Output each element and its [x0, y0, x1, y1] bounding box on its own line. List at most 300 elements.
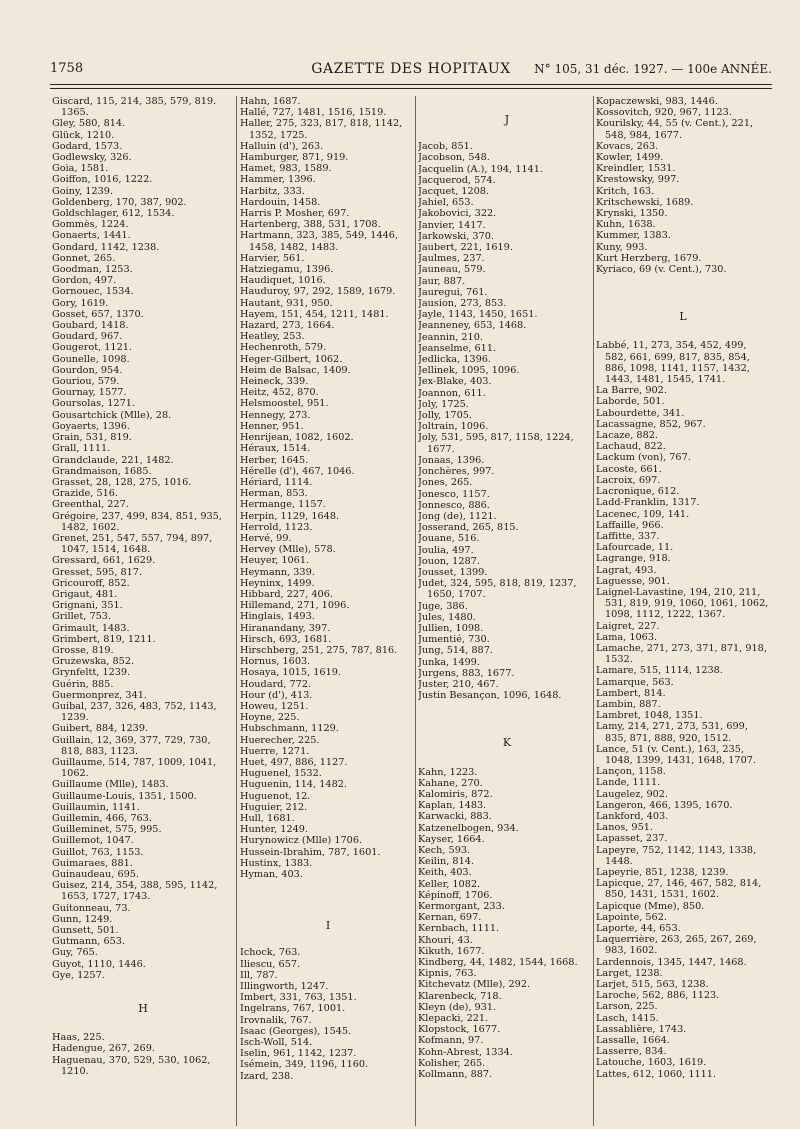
index-entry: Huguenot, 12. [240, 790, 311, 802]
index-entry: Hervey (Mlle), 578. [240, 544, 336, 556]
index-entry: Heuyer, 1061. [240, 555, 310, 567]
index-entry: Gory, 1619. [52, 297, 109, 309]
section-gap [52, 981, 234, 1003]
index-entry: Hauduroy, 97, 292, 1589, 1679. [240, 286, 396, 298]
index-entry: Jeanselme, 611. [418, 342, 497, 354]
index-entry: Gresset, 595, 817. [52, 566, 143, 578]
index-entry: Henner, 951. [240, 420, 304, 432]
index-entry: Gougerot, 1121. [52, 342, 132, 354]
section-gap [418, 125, 596, 141]
index-entry: Hirschberg, 251, 275, 787, 816. [240, 644, 398, 656]
index-entry: Lapeyrie, 851, 1238, 1239. [596, 867, 729, 878]
index-entry: Guillaume-Louis, 1351, 1500. [52, 790, 197, 802]
index-entry: Gousartchick (Mlle), 28. [52, 409, 172, 421]
index-entry: Jones, 265. [418, 477, 473, 489]
index-entry: Lasserre, 834. [596, 1046, 667, 1058]
index-entry: Jahiel, 653. [418, 197, 474, 209]
index-entry: Gournay, 1577. [52, 387, 127, 399]
column-divider [236, 96, 237, 1126]
index-entry: Hamet, 983, 1589. [240, 163, 332, 175]
index-entry: Lapointe, 562. [596, 911, 667, 923]
index-entry: Grasset, 28, 128, 275, 1016. [52, 476, 192, 488]
index-entry: Huet, 497, 886, 1127. [240, 756, 348, 768]
index-column-2 [240, 96, 416, 1126]
index-entry: Hoyne, 225. [240, 712, 300, 724]
index-entry: Kohn-Abrest, 1334. [418, 1046, 513, 1058]
index-entry: Hammer, 1396. [240, 174, 316, 186]
index-entry: Kech, 593. [418, 844, 471, 856]
index-entry: Lambin, 887. [596, 698, 661, 710]
index-entry: Iliescu, 657. [240, 958, 301, 970]
index-entry: Jaulmes, 237. [418, 253, 485, 265]
index-entry: Ladd-Franklin, 1317. [596, 497, 700, 509]
index-entry: Guitonneau, 73. [52, 902, 131, 914]
index-entry: Hiranandany, 397. [240, 622, 331, 634]
page-number: 1758 [50, 61, 84, 76]
index-entry: Haudiquet, 1016. [240, 275, 326, 287]
index-entry: Hazard, 273, 1664. [240, 320, 335, 332]
index-entry: Joulia, 497. [418, 544, 474, 556]
index-entry: Joltrain, 1096. [418, 421, 489, 433]
index-entry: Juster, 210, 467. [418, 678, 499, 690]
index-entry: Lacroix, 697. [596, 474, 661, 486]
index-entry: Jousset, 1399. [418, 566, 488, 578]
index-entry: Hahn, 1687. [240, 96, 301, 107]
section-gap [240, 880, 416, 920]
index-entry: Jurgens, 883, 1677. [418, 667, 515, 679]
index-entry: Huerecher, 225. [240, 734, 320, 746]
index-entry: Jules, 1480. [418, 611, 476, 623]
index-entry: Kuny, 993. [596, 241, 648, 253]
index-entry: Gruzewska, 852. [52, 656, 135, 668]
index-entry: Gricouroff, 852. [52, 577, 130, 589]
index-entry: Judet, 324, 595, 818, 819, 1237, 1650, 1707. [418, 578, 577, 601]
index-entry: Jolly, 1705. [418, 410, 472, 422]
index-entry: Gutmann, 653. [52, 936, 126, 948]
index-entry: Ichock, 763. [240, 947, 301, 959]
index-entry: Isémein, 349, 1196, 1160. [240, 1059, 369, 1071]
index-entry: Guilleminet, 575, 995. [52, 824, 162, 836]
index-entry: Grosse, 819. [52, 644, 114, 656]
index-entry: Guillemin, 466, 763. [52, 813, 152, 824]
index-entry: Gunsett, 501. [52, 925, 119, 937]
index-entry: Lapicque, 27, 146, 467, 582, 814, 850, 1431, 1531, 1602. [596, 878, 762, 901]
index-entry: Larjet, 515, 563, 1238. [596, 979, 709, 991]
index-entry: Illingworth, 1247. [240, 981, 329, 993]
index-entry: Guisez, 214, 354, 388, 595, 1142, 1653, 1727, 1743. [52, 880, 218, 903]
index-entry: Hamburger, 871, 919. [240, 152, 349, 164]
index-entry: Laquerrière, 263, 265, 267, 269, 983, 1602. [596, 934, 757, 957]
section-gap [418, 701, 596, 737]
index-entry: Kaplan, 1483. [418, 800, 487, 812]
index-entry: Grigaut, 481. [52, 588, 118, 600]
index-entry: Kofmann, 97. [418, 1035, 484, 1047]
index-entry: Jumentié, 730. [418, 634, 490, 646]
index-entry: Jonaas, 1396. [418, 454, 485, 466]
index-entry: Henrijean, 1082, 1602. [240, 432, 354, 444]
index-entry: Grandmaison, 1685. [52, 465, 152, 477]
index-entry: Gonnet, 265. [52, 252, 116, 264]
section-letter: I [325, 919, 331, 933]
index-entry: Hayem, 151, 454, 1211, 1481. [240, 308, 389, 320]
index-entry: Kahn, 1223. [418, 766, 478, 778]
index-entry: Hennegy, 273. [240, 409, 311, 421]
index-entry: Labbé, 11, 273, 354, 452, 499, 582, 661, 699, 817, 835, 854, 886, 1098, 1141, 1157, 1432, 1443, 1481, 1545, 1741. [596, 340, 750, 386]
index-entry: Grazide, 516. [52, 488, 119, 500]
index-entry: Grandclaude, 221, 1482. [52, 454, 174, 466]
section-gap [596, 322, 770, 340]
index-entry: Guibert, 884, 1239. [52, 723, 149, 735]
index-entry: Ingelrans, 767, 1001. [240, 1003, 346, 1015]
index-entry: Gouriou, 579. [52, 376, 120, 388]
index-entry: Grimault, 1483. [52, 622, 130, 634]
index-entry: Junka, 1499. [418, 656, 480, 668]
index-entry: Kopaczewski, 983, 1446. [596, 96, 718, 107]
index-entry: Greenthal, 227. [52, 499, 129, 511]
index-entry: Jouane, 516. [418, 533, 480, 545]
index-entry: Justin Besançon, 1096, 1648. [418, 690, 562, 702]
index-entry: Laffitte, 337. [596, 530, 660, 542]
index-entry: Huguier, 212. [240, 801, 308, 813]
index-entry: Guillaume, 514, 787, 1009, 1041, 1062. [52, 756, 217, 780]
index-entry: Jarkowski, 370. [418, 230, 494, 242]
index-entry: Lacronique, 612. [596, 486, 680, 498]
index-entry: Joly, 531, 595, 817, 1158, 1224, 1677. [418, 432, 574, 455]
index-entry: Kourilsky, 44, 55 (v. Cent.), 221, 548, 984, 1677. [596, 118, 754, 141]
index-entry: Herber, 1645. [240, 454, 309, 466]
index-entry: Huerre, 1271. [240, 745, 310, 757]
index-entry: Jonchères, 997. [418, 466, 495, 478]
index-entry: Heymann, 339. [240, 566, 315, 578]
index-entry: Lachaud, 822. [596, 441, 666, 453]
index-entry: Kitchevatz (Mlle), 292. [418, 979, 531, 991]
index-entry: Jaubert, 221, 1619. [418, 242, 513, 254]
index-entry: Gommès, 1224. [52, 219, 129, 231]
index-entry: Laguesse, 901. [596, 575, 670, 587]
index-entry: Kernan, 697. [418, 912, 482, 924]
index-entry: Klepacki, 221. [418, 1013, 489, 1025]
index-entry: Jacob, 851. [418, 141, 473, 153]
index-entry: Larson, 225. [596, 1001, 658, 1013]
index-entry: Lattes, 612, 1060, 1111. [596, 1068, 717, 1080]
index-entry: Katzenelbogen, 934. [418, 822, 519, 834]
index-entry: Iselin, 961, 1142, 1237. [240, 1048, 357, 1060]
index-entry: Izard, 238. [240, 1070, 294, 1082]
index-entry: Heitz, 452, 870. [240, 387, 319, 399]
index-entry: Latouche, 1603, 1619. [596, 1057, 707, 1069]
index-entry: Hosaya, 1015, 1619. [240, 667, 341, 679]
index-entry: Goudard, 967. [52, 331, 123, 343]
index-entry: Halluin (d'), 263. [240, 140, 324, 152]
index-entry: Hallé, 727, 1481, 1516, 1519. [240, 107, 387, 119]
index-entry: Kleyn (de), 931. [418, 1001, 497, 1013]
index-entry: Grall, 1111. [52, 443, 111, 455]
index-entry: Hériard, 1114. [240, 476, 313, 488]
index-entry: Hustinx, 1383. [240, 857, 313, 869]
header-rule-thin [50, 88, 772, 89]
index-entry: Haller, 275, 323, 817, 818, 1142, 1352, 1725. [240, 118, 403, 141]
index-entry: Isaac (Georges), 1545. [240, 1025, 352, 1037]
index-entry: Giscard, 115, 214, 385, 579, 819. 1365. [52, 96, 217, 119]
index-entry: Gye, 1257. [52, 969, 105, 981]
index-entry: Herrold, 1123. [240, 521, 313, 533]
section-letter: K [502, 736, 512, 750]
index-entry: Hunter, 1249. [240, 824, 309, 836]
index-entry: Khouri, 43. [418, 934, 473, 946]
index-entry: Jex-Blake, 403. [418, 376, 492, 388]
index-entry: Janvier, 1417. [418, 219, 486, 231]
index-entry: Heineck, 339. [240, 376, 309, 388]
index-entry: Irovnalik, 767. [240, 1014, 312, 1026]
index-entry: Gressard, 661, 1629. [52, 555, 156, 567]
index-entry: Gordon, 497. [52, 275, 117, 287]
index-entry: Kummer, 1383. [596, 230, 671, 242]
index-entry: Lambert, 814. [596, 687, 666, 699]
index-entry: Hirsch, 693, 1681. [240, 633, 332, 645]
index-entry: Guillain, 12, 369, 377, 729, 730, 818, 883, 1123. [52, 734, 211, 757]
index-entry: Howeu, 1251. [240, 700, 309, 712]
index-entry: Harvier, 561. [240, 252, 305, 264]
index-entry: Kuhn, 1638. [596, 219, 656, 231]
index-entry: Jacobson, 548. [418, 152, 490, 164]
index-entry: Herpin, 1129, 1648. [240, 510, 340, 522]
index-entry: Guinaudeau, 695. [52, 869, 140, 881]
index-entry: Lagrat, 493. [596, 564, 657, 576]
index-entry: Huguenin, 114, 1482. [240, 779, 347, 791]
index-entry: Hornus, 1603. [240, 656, 311, 668]
index-entry: Hussein-Ibrahim, 787, 1601. [240, 846, 381, 858]
index-entry: Harbitz, 333. [240, 185, 305, 197]
index-entry: Gosset, 657, 1370. [52, 308, 144, 320]
index-entry: Lance, 51 (v. Cent.), 163, 235, 1048, 1399, 1431, 1648, 1707. [596, 743, 756, 766]
index-entry: Keith, 403. [418, 867, 472, 879]
index-entry: Kovacs, 263. [596, 140, 659, 152]
index-entry: Lasch, 1415. [596, 1012, 659, 1024]
index-entry: Gunn, 1249. [52, 913, 113, 925]
index-entry: Kahane, 270. [418, 777, 483, 789]
index-entry: Hour (d'), 413. [240, 689, 313, 701]
index-entry: Godlewsky, 326. [52, 152, 132, 164]
section-gap [240, 931, 416, 947]
section-gap [596, 275, 770, 311]
index-entry: Kayser, 1664. [418, 833, 485, 845]
index-entry: Goldschlager, 612, 1534. [52, 208, 175, 220]
index-entry: Kossovitch, 920, 967, 1123. [596, 107, 732, 119]
index-entry: Gounelle, 1098. [52, 353, 130, 365]
index-entry: Hervé, 99. [240, 532, 292, 544]
index-entry: Jong (de), 1121. [418, 510, 497, 522]
index-entry: Lambret, 1048, 1351. [596, 710, 703, 722]
index-entry: Lacassagne, 852, 967. [596, 418, 706, 430]
index-entry: Imbert, 331, 763, 1351. [240, 992, 357, 1004]
index-entry: Krestowsky, 997. [596, 174, 680, 186]
index-entry: Klarenbeck, 718. [418, 990, 502, 1002]
index-entry: Josserand, 265, 815. [418, 522, 519, 534]
index-entry: Godard, 1573. [52, 140, 123, 152]
section-gap [52, 1014, 234, 1032]
index-entry: Lande, 1111. [596, 777, 661, 789]
index-entry: Guillemot, 1047. [52, 835, 134, 847]
index-entry: Hartenberg, 388, 531, 1708. [240, 219, 381, 231]
index-entry: Guimaraes, 881. [52, 857, 133, 869]
index-entry: Grignani, 351. [52, 600, 123, 612]
index-entry: Lapeyre, 752, 1142, 1143, 1338, 1448. [596, 844, 757, 867]
index-entry: Glück, 1210. [52, 129, 115, 141]
index-entry: Langeron, 466, 1395, 1670. [596, 799, 733, 811]
index-entry: Laugelez, 902. [596, 788, 669, 800]
index-column-3 [418, 96, 596, 1126]
index-entry: Grain, 531, 819. [52, 432, 132, 444]
index-entry: Grimbert, 819, 1211. [52, 633, 156, 645]
index-entry: Hinglais, 1493. [240, 611, 315, 623]
index-column-4 [596, 96, 770, 1126]
index-entry: Krynski, 1350. [596, 208, 668, 220]
index-entry: Hibbard, 227, 406. [240, 588, 333, 600]
index-entry: Larget, 1238. [596, 967, 663, 979]
index-entry: Harris P. Mosher, 697. [240, 208, 350, 220]
index-entry: Hurynowicz (Mlle) 1706. [240, 835, 363, 847]
index-entry: Hartmann, 323, 385, 549, 1446, 1458, 1482, 1483. [240, 230, 399, 253]
index-entry: Jaur, 887. [418, 275, 466, 287]
index-entry: Jung, 514, 887. [418, 645, 493, 657]
index-entry: Jayle, 1143, 1450, 1651. [418, 309, 538, 321]
index-entry: Gornouec, 1534. [52, 286, 134, 298]
index-entry: Jakobovici, 322. [418, 208, 497, 220]
index-entry: Laignel-Lavastine, 194, 210, 211, 531, 819, 919, 1060, 1061, 1062, 1098, 1112, 1222, 1367. [596, 586, 769, 621]
index-entry: Jacquet, 1208. [418, 186, 490, 198]
index-entry: Kollmann, 887. [418, 1069, 493, 1081]
index-entry: Lamy, 214, 271, 273, 531, 699, 835, 871, 888, 920, 1512. [596, 721, 748, 744]
index-entry: Joannon, 611. [418, 387, 486, 399]
index-entry: Heyninx, 1499. [240, 577, 315, 589]
index-entry: Houdard, 772. [240, 678, 312, 690]
index-entry: Lapasset, 237. [596, 833, 668, 845]
index-entry: Haas, 225. [52, 1032, 105, 1044]
index-entry: Huguenel, 1532. [240, 768, 322, 780]
index-entry: Jouon, 1287. [418, 555, 480, 567]
index-entry: Lafourcade, 11. [596, 542, 674, 554]
index-entry: Laporte, 44, 653. [596, 923, 681, 935]
page-header [50, 58, 772, 80]
index-entry: Goiffon, 1016, 1222. [52, 174, 153, 186]
index-entry: Lackum (von), 767. [596, 452, 691, 464]
index-entry: Goyaerts, 1396. [52, 420, 130, 432]
index-entry: Hermange, 1157. [240, 499, 326, 511]
index-entry: Goiny, 1239. [52, 185, 113, 197]
index-entry: Jonesco, 1157. [418, 488, 490, 500]
index-entry: Hubschmann, 1129. [240, 723, 339, 735]
index-entry: Heim de Balsac, 1409. [240, 364, 351, 376]
index-entry: Lacenec, 109, 141. [596, 508, 690, 520]
index-entry: Hull, 1681. [240, 813, 295, 824]
index-entry: Hérelle (d'), 467, 1046. [240, 465, 355, 477]
index-entry: Jonnesco, 886. [418, 499, 490, 511]
index-entry: Kyriaco, 69 (v. Cent.), 730. [596, 264, 727, 276]
index-entry: Lanos, 951. [596, 822, 653, 834]
index-entry: Gonaerts, 1441. [52, 230, 131, 242]
index-entry: Képinoff, 1706. [418, 889, 493, 901]
index-entry: Lamache, 271, 273, 371, 871, 918, 1532. [596, 642, 767, 666]
index-entry: Keller, 1082. [418, 878, 481, 890]
index-entry: Jeannin, 210. [418, 331, 483, 343]
index-entry: Keilin, 814. [418, 856, 474, 868]
section-letter: J [504, 113, 510, 126]
index-entry: Lacoste, 661. [596, 463, 662, 475]
index-entry: Jauregui, 761. [418, 286, 488, 298]
index-entry: Kowler, 1499. [596, 152, 664, 164]
index-entry: Herman, 853. [240, 488, 308, 500]
index-entry: Kipnis, 763. [418, 968, 477, 980]
index-entry: Kreindler, 1531. [596, 163, 676, 175]
index-entry: Hadengue, 267, 269. [52, 1043, 155, 1055]
index-entry: Juge, 386. [418, 600, 468, 612]
index-entry: Goursolas, 1271. [52, 398, 135, 410]
index-entry: Kritch, 163. [596, 185, 655, 197]
index-entry: Heatley, 253. [240, 331, 305, 343]
index-entry: Jausion, 273, 853. [418, 298, 507, 310]
index-entry: Goia, 1581. [52, 163, 109, 175]
index-entry: Hillemand, 271, 1096. [240, 600, 350, 612]
index-entry: Guermonprez, 341. [52, 689, 147, 701]
index-entry: Laroche, 562, 886, 1123. [596, 990, 720, 1002]
index-entry: Goldenberg, 170, 387, 902. [52, 196, 187, 208]
index-entry: Goodman, 1253. [52, 264, 133, 276]
index-entry: Guyot, 1110, 1446. [52, 958, 146, 970]
index-entry: Lassablière, 1743. [596, 1023, 687, 1035]
index-entry: Jacquelin (A.), 194, 1141. [418, 163, 543, 175]
index-entry: Kalomiris, 872. [418, 788, 493, 800]
index-entry: Gley, 580, 814. [52, 118, 126, 130]
index-column-1 [52, 96, 234, 1126]
index-entry: Guy, 765. [52, 947, 98, 959]
index-entry: Lapicque (Mme), 850. [596, 900, 705, 912]
index-entry: Lagrange, 918. [596, 553, 671, 565]
index-entry: Laffaille, 966. [596, 519, 664, 531]
index-entry: Héraux, 1514. [240, 443, 311, 455]
index-entry: Heger-Gilbert, 1062. [240, 353, 343, 365]
index-entry: Lamarque, 563. [596, 676, 674, 688]
index-entry: Joly, 1725. [418, 398, 469, 410]
index-entry: Lassalle, 1664. [596, 1035, 670, 1047]
index-entry: Lançon, 1158. [596, 766, 666, 778]
index-entry: Hechenroth, 579. [240, 342, 327, 354]
index-entry: La Barre, 902. [596, 385, 667, 397]
index-entry: Kermorgant, 233. [418, 901, 505, 912]
index-entry: Isch-Woll, 514. [240, 1037, 313, 1049]
index-entry: Klopstock, 1677. [418, 1024, 501, 1036]
section-gap [418, 96, 596, 114]
index-entry: Jacquerod, 574. [418, 174, 496, 186]
index-entry: Lacaze, 882. [596, 430, 658, 442]
index-entry: Ill, 787. [240, 969, 278, 981]
index-entry: Lamare, 515, 1114, 1238. [596, 665, 723, 677]
index-entry: Gondard, 1142, 1238. [52, 241, 160, 253]
section-gap [418, 749, 596, 767]
index-entry: Labourdette, 341. [596, 407, 685, 419]
section-letter: H [138, 1002, 148, 1016]
index-entry: Grynfeltt, 1239. [52, 667, 131, 679]
index-entry: Guillot, 763, 1153. [52, 846, 144, 858]
index-entry: Kolisher, 265. [418, 1057, 486, 1069]
index-entry: Lardennois, 1345, 1447, 1468. [596, 956, 747, 968]
index-entry: Guillaume (Mlle), 1483. [52, 779, 169, 791]
index-entry: Haguenau, 370, 529, 530, 1062, 1210. [52, 1054, 211, 1077]
index-entry: Karwacki, 883. [418, 811, 492, 823]
index-entry: Lankford, 403. [596, 810, 669, 822]
index-entry: Guérin, 885. [52, 678, 114, 690]
index-entry: Hardouin, 1458. [240, 196, 321, 208]
index-entry: Hyman, 403. [240, 869, 303, 881]
